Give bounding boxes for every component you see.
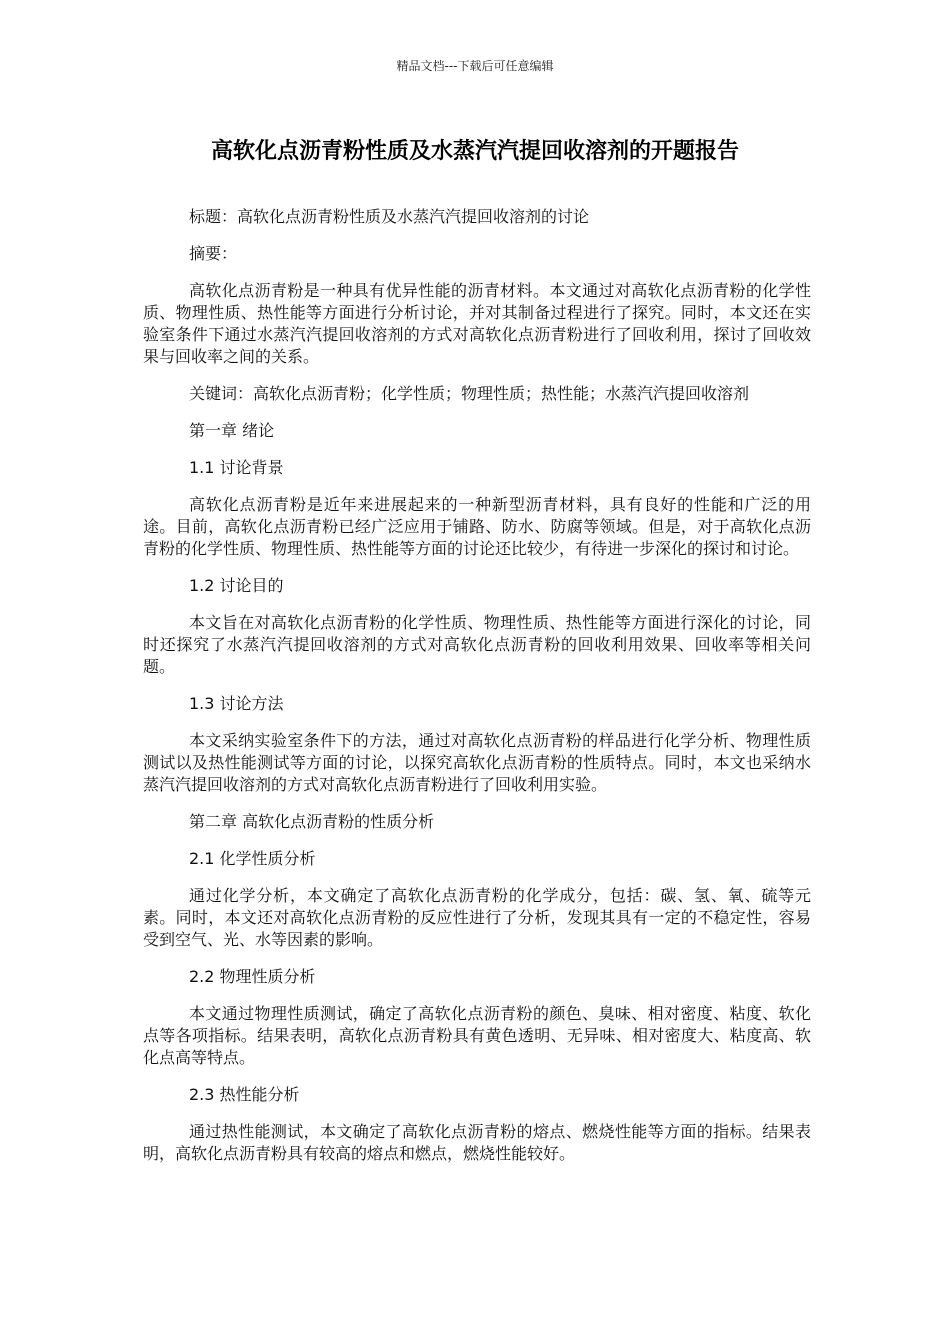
heading-section-1-3: 1.3 讨论方法 (189, 694, 284, 713)
paragraph-section-2-2: 本文通过物理性质测试，确定了高软化点沥青粉的颜色、臭味、相对密度、粘度、软化点等各项指标。结果表明，高软化点沥青粉具有黄色透明、无异味、相对密度大、粘度高、软化点高等特点。 (143, 1004, 811, 1067)
document-title: 高软化点沥青粉性质及水蒸汽汽提回收溶剂的开题报告 (210, 139, 739, 164)
heading-chapter-2: 第二章 高软化点沥青粉的性质分析 (189, 812, 435, 831)
paragraph-keywords: 关键词：高软化点沥青粉；化学性质；物理性质；热性能；水蒸汽汽提回收溶剂 (189, 384, 750, 403)
paragraph-title-line: 标题：高软化点沥青粉性质及水蒸汽汽提回收溶剂的讨论 (189, 207, 590, 226)
paragraph-section-1-2: 本文旨在对高软化点沥青粉的化学性质、物理性质、热性能等方面进行深化的讨论，同时还探究了水蒸汽汽提回收溶剂的方式对高软化点沥青粉的回收利用效果、回收率等相关问题。 (143, 613, 811, 676)
heading-section-1-2: 1.2 讨论目的 (189, 576, 284, 595)
header-watermark: 精品文档---下载后可任意编辑 (396, 59, 554, 73)
heading-chapter-1: 第一章 绪论 (189, 421, 275, 440)
heading-section-1-1: 1.1 讨论背景 (189, 458, 284, 477)
paragraph-abstract: 高软化点沥青粉是一种具有优异性能的沥青材料。本文通过对高软化点沥青粉的化学性质、物理性质、热性能等方面进行分析讨论，并对其制备过程进行了探究。同时，本文还在实验室条件下通过水蒸汽汽提回收溶剂的方式对高软化点沥青粉进行了回收利用，探讨了回收效果与回收率之间的关系。 (143, 281, 811, 366)
paragraph-abstract-label: 摘要： (189, 244, 238, 263)
document-body (143, 206, 811, 1180)
heading-section-2-1: 2.1 化学性质分析 (189, 849, 316, 868)
paragraph-section-2-1: 通过化学分析，本文确定了高软化点沥青粉的化学成分，包括：碳、氢、氧、硫等元素。同时，本文还对高软化点沥青粉的反应性进行了分析，发现其具有一定的不稳定性，容易受到空气、光、水等因素的影响。 (143, 886, 811, 949)
paragraph-section-1-3: 本文采纳实验室条件下的方法，通过对高软化点沥青粉的样品进行化学分析、物理性质测试以及热性能测试等方面的讨论，以探究高软化点沥青粉的性质特点。同时，本文也采纳水蒸汽汽提回收溶剂的方式对高软化点沥青粉进行了回收利用实验。 (143, 731, 811, 794)
paragraph-section-2-3: 通过热性能测试，本文确定了高软化点沥青粉的熔点、燃烧性能等方面的指标。结果表明，高软化点沥青粉具有较高的熔点和燃点，燃烧性能较好。 (143, 1122, 811, 1163)
heading-section-2-2: 2.2 物理性质分析 (189, 967, 316, 986)
heading-section-2-3: 2.3 热性能分析 (189, 1085, 300, 1104)
paragraph-section-1-1: 高软化点沥青粉是近年来进展起来的一种新型沥青材料，具有良好的性能和广泛的用途。目前，高软化点沥青粉已经广泛应用于铺路、防水、防腐等领域。但是，对于高软化点沥青粉的化学性质、物理性质、热性能等方面的讨论还比较少，有待进一步深化的探讨和讨论。 (143, 495, 811, 558)
